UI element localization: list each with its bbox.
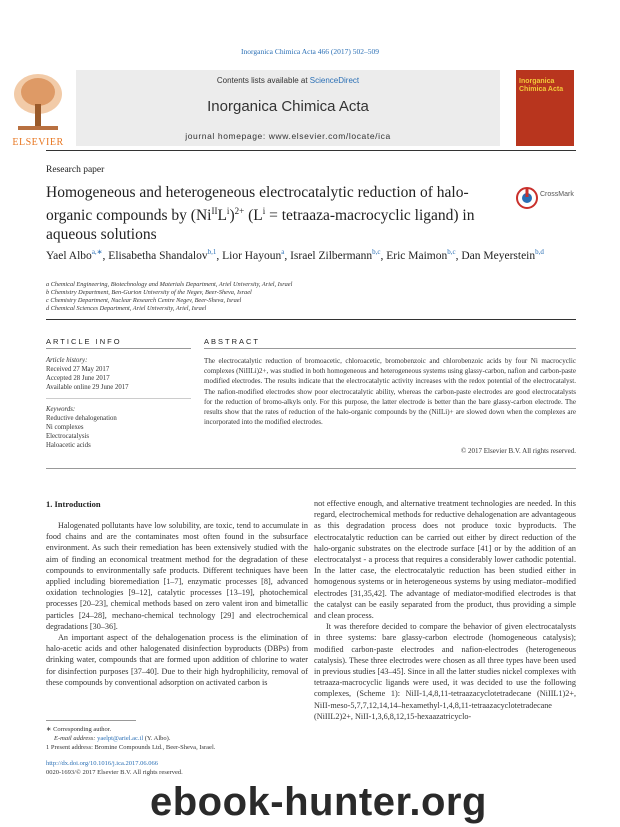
watermark: ebook-hunter.org [150, 780, 487, 824]
right-column [314, 498, 576, 776]
section-heading: 1. Introduction [46, 499, 101, 509]
history-online: Available online 29 June 2017 [46, 384, 129, 391]
copyright: © 2017 Elsevier B.V. All rights reserved. [460, 447, 576, 455]
paragraph: not effective enough, and alternative treatment technologies are needed. In this regard, electrochemical methods for reductive dehalogenation are advantageous as this degradation process does not produce toxic byproducts. The electrocatalytic reduction can be carried out either by direct reduction of the halo-organic substrates on the electrode surface [41] or by the addition of an electrocatalyst - a process that requires a considerably lower cathodic potential. In the latter case, the electrocatalytic reduction has been studied either in homogenous systems or in heterogeneous systems by using mediator–modified electrodes [31,35,42]. The advantage of mediator-modified electrodes is that the catalyst can be easily separated from the product, thus providing a simple and clean process. [314, 499, 576, 621]
divider [46, 398, 191, 399]
journal-homepage[interactable]: journal homepage: www.elsevier.com/locate/ica [185, 131, 391, 141]
present-address: 1 Present address: Bromine Compounds Ltd., Beer-Sheva, Israel. [46, 744, 216, 751]
author[interactable]: Israel Zilbermann$^{b,c}$ [290, 248, 381, 262]
keywords-label: Keywords: [46, 406, 76, 413]
header-rule [46, 150, 576, 151]
history-label: Article history: [46, 357, 88, 364]
author-list: Yael Albo$^{a,∗}$, Elisabetha Shandalov$^{b,1}$, Lior Hayoun$^a$, Israel Zilbermann$^{b,c}$, Eric Maimon$^{b,c}$, Dan Meyerstein$^{b,d}$ [46, 248, 544, 262]
email-link[interactable]: yaelpt@ariel.ac.il [97, 735, 144, 742]
doi-link[interactable]: http://dx.doi.org/10.1016/j.ica.2017.06.066 [46, 760, 159, 767]
history-accepted: Accepted 28 June 2017 [46, 375, 110, 382]
cover-title-1: Inorganica [519, 78, 555, 85]
keyword: Haloacetic acids [46, 442, 91, 449]
abstract-text: The electrocatalytic reduction of bromoacetic, chloroacetic, bromobenzoic and chlorobenzoic acids by four Ni macrocyclic complexes (NiIILi)2+, was studied in both homogeneous and heterogeneous systems using glassy-carbon, nafion and carbon-paste modified electrodes. The results indicate that the electrocatalytic activity increases with the redox potential of the electrocatalyst. The nafion-modified electrodes show poor electrocatalytic ability, whereas the carbon-paste electrodes are good electrocatalysts for the reduction of bromo-alkyls only. For this purpose, the latter electrode is better than the bare glassy-carbon electrode. The results show that the rates of reduction of the halo-organic compounds by the (NiILi)+ are slowed down when the complexes are incorporated into the modified electrodes. [204, 357, 576, 427]
journal-header [76, 70, 500, 146]
article-title: Homogeneous and heterogeneous electrocatalytic reduction of halo-organic compounds by $(Ni^{II}L^i)^{2+}$ ($L^i$ = tetraaza-macrocyclic ligand) in aqueous solutions [46, 184, 475, 244]
left-column [46, 520, 308, 720]
crossmark-label[interactable]: CrossMark [540, 191, 574, 198]
paragraph: An important aspect of the dehalogenation process is the elimination of halo-acetic acids and other halogenated disinfection byproducts (DBPs) from drinking water, compounds that are formed upon addition of chlorine to water for disinfection purposes [37–40]. Due to their high hydrophilicity, removal of these compounds by conventional adsorption on activated carbon is [46, 633, 308, 687]
affiliation: c Chemistry Department, Nuclear Research Centre Negev, Beer-Sheva, Israel [46, 297, 242, 304]
author[interactable]: Eric Maimon$^{b,c}$ [386, 248, 456, 262]
journal-cover-image [516, 70, 574, 146]
keyword: Reductive dehalogenation [46, 415, 117, 422]
journal-title: Inorganica Chimica Acta [207, 98, 369, 115]
footnotes [46, 725, 306, 752]
affiliation: a Chemical Engineering, Biotechnology and Materials Department, Ariel University, Ariel, Israel [46, 281, 293, 288]
divider [46, 468, 576, 469]
author[interactable]: Elisabetha Shandalov$^{b,1}$ [108, 248, 217, 262]
divider [46, 348, 191, 349]
paper-type: Research paper [46, 165, 105, 175]
keyword: Ni complexes [46, 424, 84, 431]
cover-title-2: Chimica Acta [519, 86, 564, 93]
journal-citation[interactable]: Inorganica Chimica Acta 466 (2017) 502–509 [241, 47, 379, 56]
affiliation: d Chemical Sciences Department, Ariel University, Ariel, Israel [46, 305, 207, 312]
author[interactable]: Yael Albo$^{a,∗}$ [46, 248, 103, 262]
divider [204, 348, 576, 349]
abstract-heading: ABSTRACT [204, 337, 261, 346]
email-line: E-mail address: yaelpt@ariel.ac.il (Y. Albo). [54, 735, 171, 742]
footer [46, 759, 183, 777]
article-info-heading: ARTICLE INFO [46, 337, 122, 346]
corresponding-author: ∗ Corresponding author. [46, 726, 112, 733]
crossmark-icon[interactable] [516, 187, 538, 214]
issn-line: 0020-1693/© 2017 Elsevier B.V. All rights reserved. [46, 769, 183, 776]
keyword: Electrocatalysis [46, 433, 90, 440]
paragraph: Halogenated pollutants have low solubility, are toxic, tend to accumulate in food chains and are the contaminates most often found in the subsurface environment. As such their remediation has been extensively studied with the aim of finding an economical treatment method for the degradation of these compounds to environmentally safe products. Different techniques have been applied including bioremediation [1–7], enzymatic processes [8], advanced oxidation technologies [9–12], catalytic processes [13–19], photochemical processes [20–23], chemical methods based on zero valent iron and bimetallic particles [24–28], mechano-chemical technology [29] and electrochemical degradations [30–36]. [46, 521, 308, 631]
elsevier-tree-logo [8, 68, 68, 146]
publisher-name: ELSEVIER [12, 137, 64, 148]
contents-line: Contents lists available at ScienceDirect [216, 76, 360, 85]
affiliation-rule [46, 319, 576, 320]
history-received: Received 27 May 2017 [46, 366, 110, 373]
sciencedirect-link[interactable]: ScienceDirect [309, 76, 360, 85]
paragraph: It was therefore decided to compare the behavior of given electrocatalysts in three systems: bare glassy-carbon electrode (homogeneous catalysis); modified carbon-paste electrodes and nafion-electrodes (heterogeneous catalysis). These three electrodes were chosen as all three types have been used in previous studies [43–45]. Since in all the latter studies nickel complexes with tetraaza-macrocyclic ligands were used, it was decided to use the following complexes, (Scheme 1): NiII-1,4,8,11-tetraazacyclotetradecane (NiIIL1)2+, NiII-meso-5,7,7,12,14,14–hexamethyl-1,4,8,11-tetraazacyclotetradecane (NiIIL2)2+, NiII-1,3,6,8,12,15-hexaazatricyclo- [314, 622, 576, 721]
affiliation: b Chemistry Department, Ben-Gurion University of the Negev, Beer-Sheva, Israel [46, 289, 252, 296]
author[interactable]: Lior Hayoun$^a$ [222, 248, 285, 262]
author[interactable]: Dan Meyerstein$^{b,d}$ [461, 248, 544, 262]
footnote-rule [46, 720, 136, 721]
